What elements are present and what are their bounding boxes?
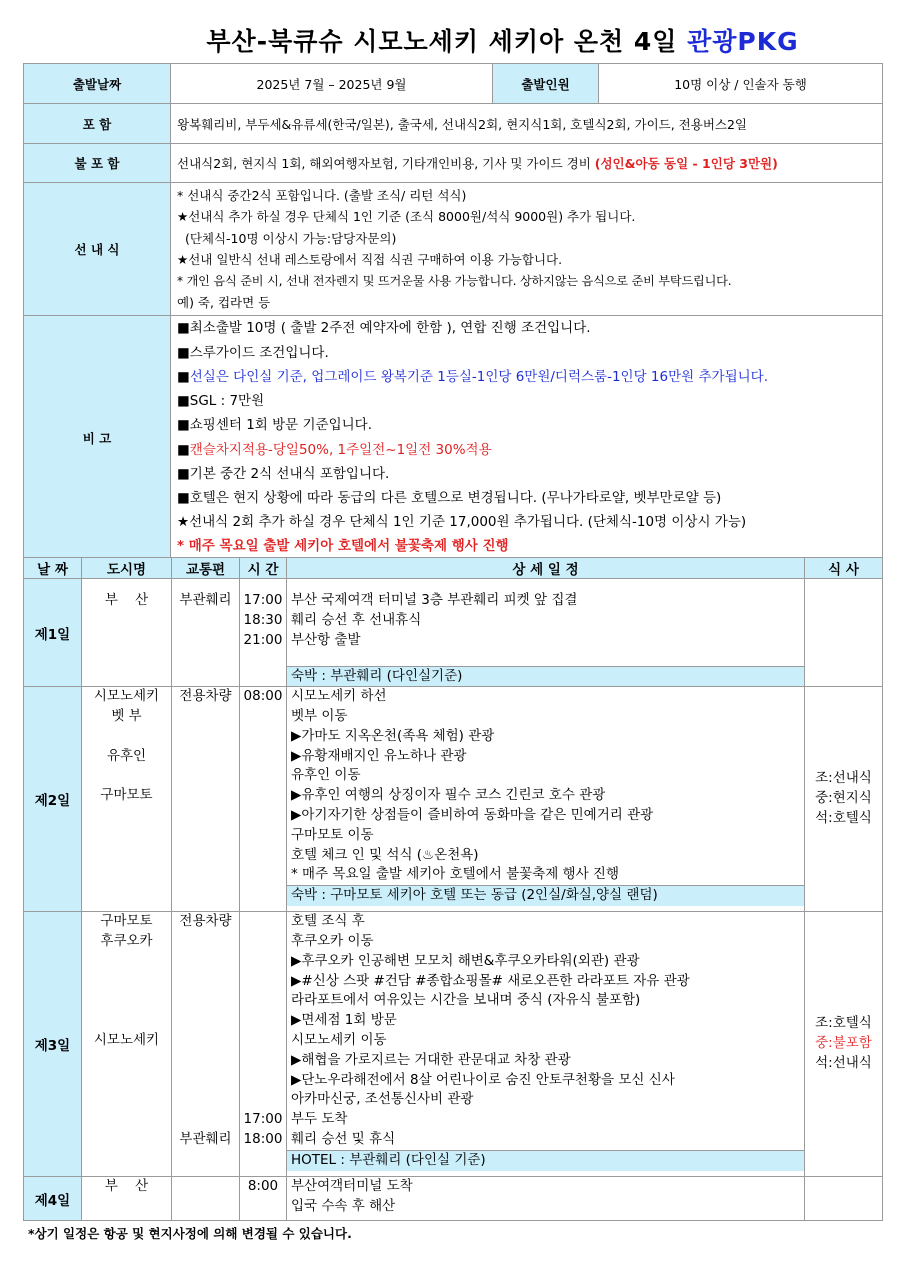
time-cell (240, 1177, 287, 1221)
detail-line: 시모노세키 이동 (291, 1031, 387, 1048)
meal-note: 예) 죽, 컵라면 등 (177, 295, 271, 310)
time-value: 17:00 (243, 1111, 283, 1128)
include-value: 왕복훼리비, 부두세&유류세(한국/일본), 출국세, 선내식2회, 현지식1회, 호텔식2회, 가이드, 전용버스2일 (171, 104, 883, 144)
remark-line: ■호텔은 현지 상황에 따라 동급의 다른 호텔으로 변경됩니다. (무나가타로얄, 벳부만로얄 등) (177, 489, 722, 506)
meal-cell (805, 579, 883, 687)
meal-cell (805, 687, 883, 912)
detail-line: 부산 국제여객 터미널 3층 부관훼리 피켓 앞 집결 (291, 592, 578, 608)
detail-line: 부두 도착 (291, 1111, 348, 1128)
time-value: 8:00 (247, 1178, 279, 1195)
meal-note: ★선내 일반식 선내 레스토랑에서 직접 식권 구매하여 이용 가능합니다. (177, 252, 563, 267)
city-name: 벳 부 (111, 707, 142, 724)
remark-line: ■최소출발 10명 ( 출발 2주전 예약자에 한함 ), 연합 진행 조건입니다. (177, 320, 591, 337)
cabin-upgrade-text: 선실은 다인실 기준, 업그레이드 왕복기준 1등실-1인당 6만원/디럭스룸-1인당 16만원 추가됩니다. (189, 368, 768, 385)
city-name: 구마모토 (100, 787, 153, 804)
exclude-guide-fee: (성인&아동 동일 - 1인당 3만원) (594, 156, 778, 171)
meal-lunch: 중:현지식 (815, 790, 872, 807)
page-title (0, 22, 905, 58)
detail-cell (287, 579, 805, 687)
remark-line: ■기본 중간 2식 선내식 포함입니다. (177, 465, 390, 482)
city-name: 유후인 (106, 747, 147, 764)
header-meal: 식 사 (805, 558, 883, 579)
schedule-table (23, 557, 883, 1221)
header-detail: 상 세 일 정 (287, 558, 805, 579)
time-value: 18:00 (243, 1130, 283, 1147)
detail-line: 벳부 이동 (291, 707, 348, 724)
bullet-icon: ■ (177, 368, 190, 385)
transport-name: 전용차량 (179, 688, 232, 705)
time-value: 21:00 (243, 631, 283, 648)
detail-line: 구마모토 이동 (291, 826, 374, 843)
people-value: 10명 이상 / 인솔자 동행 (599, 64, 883, 104)
hotel-bar: 숙박 : 부관훼리 (다인실기준) (287, 666, 805, 687)
header-date: 날 짜 (24, 558, 82, 579)
meal-cell (805, 912, 883, 1177)
exclude-value (171, 144, 883, 183)
header-city: 도시명 (82, 558, 172, 579)
detail-cell (287, 1177, 805, 1221)
detail-line: 입국 수속 후 해산 (291, 1197, 396, 1214)
meal-breakfast: 조:호텔식 (815, 1015, 872, 1032)
day-label: 제3일 (24, 912, 82, 1177)
detail-line: 호텔 조식 후 (291, 913, 365, 930)
remark-line (177, 365, 876, 389)
header-transport: 교통편 (172, 558, 240, 579)
meal-breakfast: 조:선내식 (815, 770, 872, 787)
detail-line: ▶유후인 여행의 상징이자 필수 코스 긴린코 호수 관광 (291, 787, 606, 804)
schedule-row-day2 (24, 687, 883, 912)
detail-line: 호텔 체크 인 및 석식 (♨온천욕) (291, 846, 479, 863)
meal-note: * 개인 음식 준비 시, 선내 전자렌지 및 뜨거운물 사용 가능합니다. 상하지않는 음식으로 준비 부탁드립니다. (177, 273, 732, 288)
meal-dinner: 석:호텔식 (815, 810, 872, 827)
meal-dinner: 석:선내식 (815, 1055, 872, 1072)
remark-line (177, 438, 876, 462)
detail-line: ▶후쿠오카 인공해변 모모치 해변&후쿠오카타워(외관) 관광 (291, 952, 640, 969)
time-cell (240, 579, 287, 687)
detail-line: ▶가마도 지옥온천(족욕 체험) 관광 (291, 727, 495, 744)
detail-line: 유후인 이동 (291, 767, 361, 784)
schedule-row-day3 (24, 912, 883, 1177)
schedule-row-day4 (24, 1177, 883, 1221)
cancel-charge-text: 캔슬차지적용-당일50%, 1주일전~1일전 30%적용 (189, 441, 492, 458)
detail-line: 훼리 승선 후 선내휴식 (291, 611, 422, 628)
header-time: 시 간 (240, 558, 287, 579)
city-name: 후쿠오카 (100, 932, 153, 949)
detail-line: ▶단노우라해전에서 8살 어린나이로 숨진 안토쿠천황을 모신 신사 (291, 1071, 675, 1088)
bullet-icon: ■ (177, 441, 190, 458)
meal-notes (171, 183, 883, 316)
time-value: 17:00 (243, 592, 283, 608)
transport-cell (172, 687, 240, 912)
time-value: 08:00 (243, 688, 283, 705)
day-label: 제1일 (24, 579, 82, 687)
time-cell (240, 912, 287, 1177)
meal-lunch: 중:불포함 (815, 1035, 872, 1052)
transport-name: 부관훼리 (179, 1130, 232, 1147)
city-cell (82, 1177, 172, 1221)
include-label: 포 함 (24, 104, 171, 144)
detail-line: ▶유황재배지인 유노하나 관광 (291, 747, 467, 764)
city-name: 시모노세키 (93, 688, 160, 705)
detail-line: 부산여객터미널 도착 (291, 1178, 413, 1195)
meal-label: 선 내 식 (24, 183, 171, 316)
remark-line: ★선내식 2회 추가 하실 경우 단체식 1인 기준 17,000원 추가됩니다. (단체식-10명 이상시 가능) (177, 514, 747, 531)
day-label: 제4일 (24, 1177, 82, 1221)
detail-line: 아카마신궁, 조선통신사비 관광 (291, 1091, 474, 1108)
detail-line: * 매주 목요일 출발 세키아 호텔에서 불꽃축제 행사 진행 (291, 866, 619, 883)
city-name: 시모노세키 (93, 1031, 160, 1048)
depart-label: 출발날짜 (24, 64, 171, 104)
city-name: 구마모토 (100, 913, 153, 930)
people-label: 출발인원 (493, 64, 599, 104)
exclude-text: 선내식2회, 현지식 1회, 해외여행자보험, 기타개인비용, 기사 및 가이드 경비 (177, 156, 595, 171)
detail-line: ▶면세점 1회 방문 (291, 1012, 397, 1029)
day-label: 제2일 (24, 687, 82, 912)
city-cell (82, 687, 172, 912)
transport-name: 전용차량 (179, 913, 232, 930)
detail-line: 후쿠오카 이동 (291, 932, 374, 949)
time-value: 18:30 (243, 611, 283, 628)
meal-note: * 선내식 중간2식 포함입니다. (출발 조식/ 리턴 석식) (177, 187, 467, 203)
depart-value: 2025년 7월 – 2025년 9월 (171, 64, 493, 104)
city-name: 부 산 (104, 1178, 149, 1195)
city-cell (82, 912, 172, 1177)
city-name: 부 산 (104, 592, 149, 608)
footer-note: *상기 일정은 항공 및 현지사정에 의해 변경될 수 있습니다. (28, 1226, 352, 1241)
remark-line: * 매주 목요일 출발 세키아 호텔에서 불꽃축제 행사 진행 (177, 538, 509, 555)
transport-name: 부관훼리 (179, 592, 232, 608)
time-cell (240, 687, 287, 912)
detail-cell (287, 687, 805, 912)
detail-line: ▶아기자기한 상점들이 즐비하여 동화마을 같은 민예거리 관광 (291, 806, 654, 823)
detail-line: 훼리 승선 및 휴식 (291, 1130, 396, 1147)
detail-line: ▶해협을 가로지르는 거대한 관문대교 차창 관광 (291, 1051, 571, 1068)
detail-line: 부산항 출발 (291, 631, 361, 648)
meal-cell (805, 1177, 883, 1221)
detail-cell (287, 912, 805, 1177)
note-label: 비 고 (24, 316, 171, 560)
detail-line: 시모노세키 하선 (291, 688, 387, 705)
title-main: 부산-북큐슈 시모노세키 세키아 온천 4일 (206, 27, 688, 56)
city-cell (82, 579, 172, 687)
title-pkg: 관광PKG (687, 27, 799, 56)
transport-cell (172, 912, 240, 1177)
meal-note: ★선내식 추가 하실 경우 단체식 1인 기준 (조식 8000원/석식 9000원) 추가 됩니다. (177, 209, 636, 224)
detail-line: 라라포트에서 여유있는 시간을 보내며 중식 (자유식 불포함) (291, 992, 641, 1009)
meal-note: (단체식-10명 이상시 가능:담당자문의) (177, 230, 397, 246)
transport-cell (172, 579, 240, 687)
hotel-bar: HOTEL : 부관훼리 (다인실 기준) (287, 1150, 805, 1171)
detail-line: ▶#신상 스팟 #건담 #종합쇼핑몰# 새로오픈한 라라포트 자유 관광 (291, 972, 690, 989)
exclude-label: 불 포 함 (24, 144, 171, 183)
remarks (171, 316, 883, 560)
remark-line: ■쇼핑센터 1회 방문 기준입니다. (177, 417, 373, 434)
hotel-bar: 숙박 : 구마모토 세키아 호텔 또는 동급 (2인실/화실,양실 랜덤) (287, 885, 805, 906)
remark-line: ■SGL : 7만원 (177, 393, 265, 410)
transport-cell (172, 1177, 240, 1221)
schedule-row-day1 (24, 579, 883, 687)
remark-line: ■스루가이드 조건입니다. (177, 344, 329, 361)
info-table (23, 63, 883, 560)
